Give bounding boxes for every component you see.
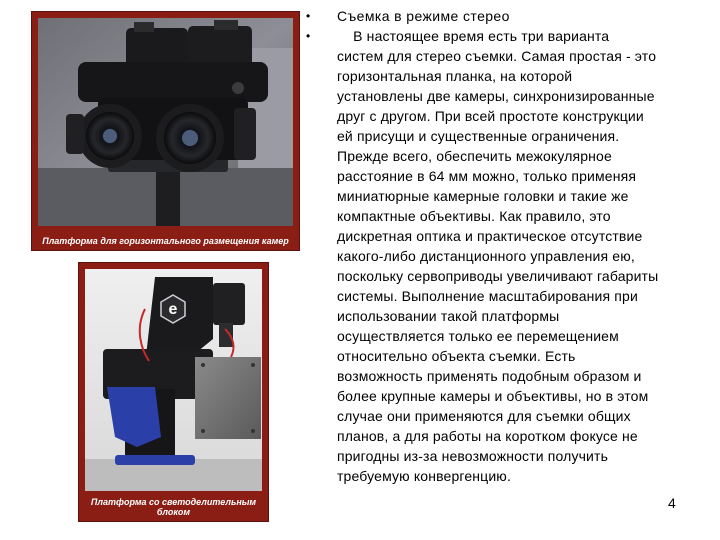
bullet-mark: •: [306, 29, 311, 43]
logo-emblem: [161, 295, 185, 323]
body-line: планов, а для работы на коротком фокусе не: [337, 428, 638, 444]
body-line: какого-либо дистанционного управления ею,: [337, 248, 635, 264]
body-line: пригодны из-за невозможности получить: [337, 448, 609, 464]
body-line: более крупные камеры и объективы, но в этом: [337, 388, 649, 404]
body-line: расстояние в 64 мм можно, только применяя: [337, 168, 637, 184]
body-line: осуществляется только ее перемещением: [337, 328, 619, 344]
body-line: поскольку сервоприводы увеличивают габариты: [337, 268, 659, 284]
body-line: случае они применяются для съемки общих: [337, 408, 631, 424]
body-line: горизонтальная планка, на которой: [337, 68, 573, 84]
caption-line: Платформа для горизонтального размещения камер: [42, 236, 289, 246]
body-line: ей присущи и существенные ограничения.: [337, 128, 620, 144]
photo-caption: [32, 236, 299, 246]
bullet-mark: •: [306, 9, 311, 23]
body-line: компактные объективы. Как правило, это: [337, 208, 611, 224]
beam-splitter-illustration: [85, 269, 262, 491]
body-line: установлены две камеры, синхронизированные: [337, 88, 655, 104]
body-line: друг с другом. При всей простоте конструкции: [337, 108, 644, 124]
page-number: 4: [668, 495, 676, 511]
slide-title: Съемка в режиме стерео: [337, 8, 510, 24]
caption-line: блоком: [156, 507, 191, 517]
photo-caption: [79, 497, 268, 517]
body-line: требуемую конвергенцию.: [337, 468, 511, 484]
body-line: систем для стерео съемки. Самая простая - это: [337, 48, 657, 64]
body-line: дискретная оптика и практическое отсутствие: [337, 228, 643, 244]
logo-letter: e: [168, 301, 178, 318]
beam-splitter-platform-image: [85, 269, 262, 491]
stereo-horizontal-platform-photo: [31, 11, 300, 251]
body-line: системы. Выполнение масштабирования при: [337, 288, 638, 304]
body-line: использовании такой платформы: [337, 308, 560, 324]
body-line: возможность применять подобным образом и: [337, 368, 642, 384]
caption-line: Платформа со светоделительным: [90, 497, 257, 507]
horizontal-platform-image: [38, 18, 293, 226]
body-line: В настоящее время есть три варианта: [337, 28, 610, 44]
body-paragraph: [337, 26, 703, 486]
body-line: относительно объекта съемки. Есть: [337, 348, 576, 364]
beam-splitter-platform-photo: [78, 262, 269, 522]
body-line: Прежде всего, обеспечить межокулярное: [337, 148, 612, 164]
horizontal-platform-illustration: [38, 18, 293, 226]
body-line: миниатюрные камерные головки и такие же: [337, 188, 629, 204]
